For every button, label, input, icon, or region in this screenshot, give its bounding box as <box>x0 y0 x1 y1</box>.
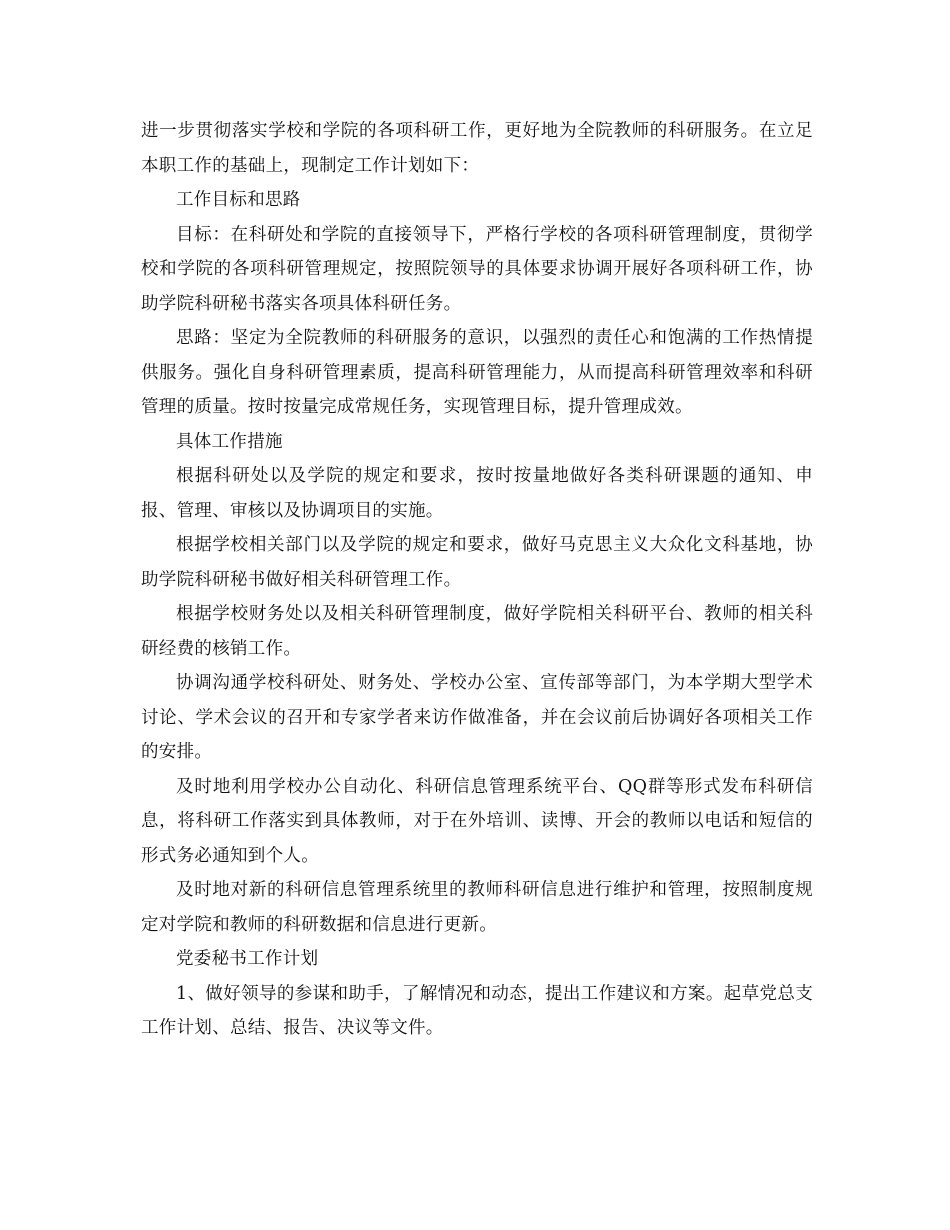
intro-paragraph: 进一步贯彻落实学校和学院的各项科研工作，更好地为全院教师的科研服务。在立足本职工作的基础上，现制定工作计划如下： <box>141 121 813 176</box>
section-heading-party-secretary: 党委秘书工作计划 <box>176 949 319 969</box>
approach-paragraph: 思路：坚定为全院教师的科研服务的意识，以强烈的责任心和饱满的工作热情提供服务。强化自身科研管理素质，提高科研管理能力，从而提高科研管理效率和科研管理的质量。按时按量完成常规任务，实现管理目标，提升管理成效。 <box>141 328 813 417</box>
measure-paragraph: 根据学校财务处以及相关科研管理制度，做好学院相关科研平台、教师的相关科研经费的核销工作。 <box>141 604 813 659</box>
section-heading-measures: 具体工作措施 <box>176 431 283 452</box>
measure-paragraph: 及时地利用学校办公自动化、科研信息管理系统平台、QQ群等形式发布科研信息，将科研工作落实到具体教师，对于在外培训、读博、开会的教师以电话和短信的形式务必通知到个人。 <box>141 776 813 866</box>
section-heading-goals: 工作目标和思路 <box>176 190 301 210</box>
measure-paragraph: 及时地对新的科研信息管理系统里的教师科研信息进行维护和管理，按照制度规定对学院和教师的科研数据和信息进行更新。 <box>141 880 813 935</box>
measure-paragraph: 协调沟通学校科研处、财务处、学校办公室、宣传部等部门，为本学期大型学术讨论、学术会议的召开和专家学者来访作做准备，并在会议前后协调好各项相关工作的安排。 <box>141 673 813 762</box>
list-item: 1、做好领导的参谋和助手，了解情况和动态，提出工作建议和方案。起草党总支工作计划、总结、报告、决议等文件。 <box>141 983 813 1038</box>
goal-paragraph: 目标：在科研处和学院的直接领导下，严格行学校的各项科研管理制度，贯彻学校和学院的各项科研管理规定，按照院领导的具体要求协调开展好各项科研工作，协助学院科研秘书落实各项具体科研任务。 <box>141 224 813 314</box>
measure-paragraph: 根据科研处以及学院的规定和要求，按时按量地做好各类科研课题的通知、申报、管理、审核以及协调项目的实施。 <box>141 466 813 521</box>
document-body <box>141 114 813 1046</box>
measure-paragraph: 根据学校相关部门以及学院的规定和要求，做好马克思主义大众化文科基地，协助学院科研秘书做好相关科研管理工作。 <box>141 535 813 590</box>
